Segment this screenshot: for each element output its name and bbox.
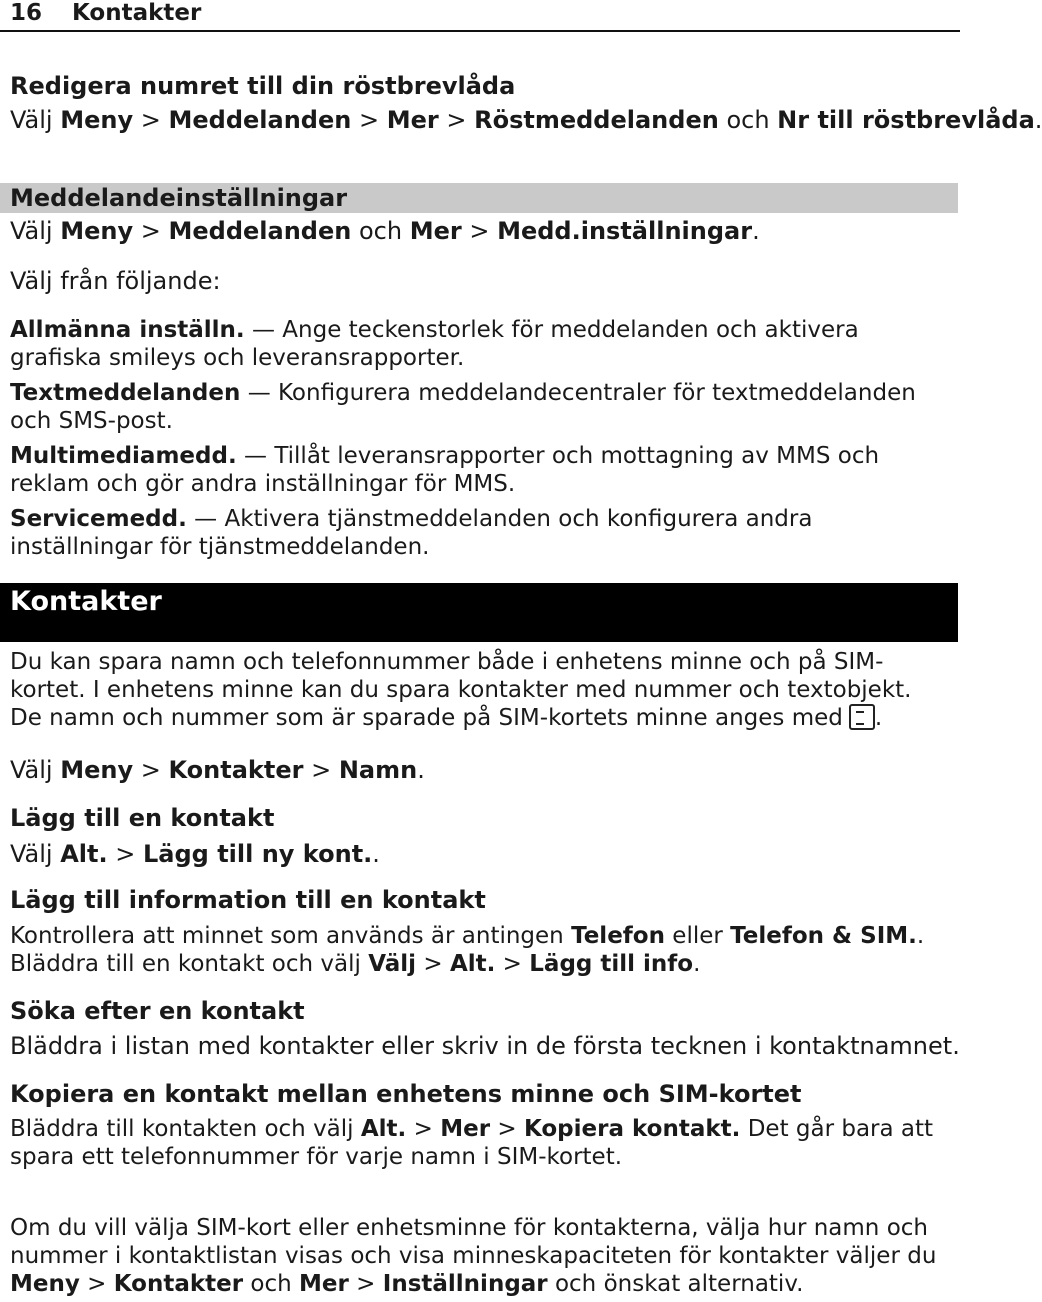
separator: >	[133, 217, 169, 245]
menu-term: Kopiera kontakt.	[523, 1116, 741, 1142]
dash: —	[247, 380, 271, 406]
option-desc: Konfigurera meddelandecentraler för textmeddelanden och SMS-post.	[10, 380, 916, 434]
section-title: Kopiera en kontakt mellan enhetens minne och SIM-kortet	[10, 1080, 802, 1108]
separator: >	[133, 106, 169, 134]
instruction-paragraph	[10, 106, 1042, 134]
text-run: .	[752, 217, 760, 245]
text-run: Om du vill välja SIM-kort eller enhetsminne för kontakterna, välja hur namn och nummer i kontaktlistan visas och visa minneskapaciteten för kontakter väljer du	[10, 1215, 937, 1269]
text-run: och önskat alternativ.	[547, 1271, 804, 1297]
page-header	[0, 0, 960, 32]
text-run: Välj	[10, 840, 61, 868]
separator: >	[461, 217, 498, 245]
page-number: 16	[10, 0, 43, 26]
text-run: Välj	[10, 217, 61, 245]
menu-term: Röstmeddelanden	[474, 106, 719, 134]
section-title: Lägg till information till en kontakt	[10, 886, 486, 914]
option-desc: Aktivera tjänstmeddelanden och konfigurera andra inställningar för tjänstmeddelanden.	[10, 506, 813, 560]
menu-term: Välj	[368, 951, 417, 977]
option-desc: Tillåt leveransrapporter och mottagning av MMS och reklam och gör andra inställningar för MMS.	[10, 443, 880, 497]
separator: >	[133, 756, 169, 784]
section-title: Lägg till en kontakt	[10, 804, 275, 832]
option-term: Multimediamedd.	[10, 443, 237, 469]
option-term: Servicemedd.	[10, 506, 187, 532]
menu-term: Meddelanden	[168, 217, 352, 245]
instruction-paragraph: Bläddra i listan med kontakter eller skriv in de första tecknen i kontaktnamnet.	[10, 1032, 960, 1060]
menu-term: Mer	[409, 217, 462, 245]
menu-term: Alt.	[360, 1116, 407, 1142]
option-item	[10, 316, 950, 372]
separator: >	[351, 106, 387, 134]
option-term: Allmänna inställn.	[10, 317, 245, 343]
section-title: Redigera numret till din röstbrevlåda	[10, 72, 516, 100]
menu-term: Meny	[10, 1271, 80, 1297]
separator: >	[416, 951, 450, 977]
menu-term: Mer	[386, 106, 439, 134]
footer-paragraph	[10, 1214, 950, 1298]
intro-text: Du kan spara namn och telefonnummer både i enhetens minne och på SIM-kortet. I enhetens minne kan du spara kontakter med nummer och textobjekt. De namn och nummer som är sparade på SIM-kortets minne anges med	[10, 649, 912, 731]
menu-term: Mer	[440, 1116, 491, 1142]
menu-term: Telefon & SIM.	[730, 923, 917, 949]
text-run: Välj	[10, 756, 61, 784]
separator: >	[348, 1271, 383, 1297]
text-run: .	[874, 705, 883, 731]
option-item	[10, 505, 950, 561]
option-item	[10, 442, 950, 498]
menu-term: Kontakter	[113, 1271, 244, 1297]
choose-label: Välj från följande:	[10, 267, 221, 295]
instruction-paragraph	[10, 217, 950, 245]
instruction-paragraph	[10, 1115, 950, 1171]
chapter-title: Kontakter	[72, 0, 202, 26]
menu-term: Alt.	[449, 951, 496, 977]
text-run: Välj	[10, 106, 61, 134]
menu-term: Meddelanden	[168, 106, 352, 134]
instruction-paragraph	[10, 756, 950, 784]
menu-term: Lägg till ny kont.	[143, 840, 373, 868]
text-run: Kontrollera att minnet som används är antingen	[10, 923, 572, 949]
text-run: .	[1034, 106, 1042, 134]
option-term: Textmeddelanden	[10, 380, 241, 406]
menu-term: Nr till röstbrevlåda	[777, 106, 1035, 134]
text-run: och	[351, 217, 410, 245]
section-title: Meddelandeinställningar	[10, 184, 348, 212]
text-run: .	[372, 840, 380, 868]
chapter-heading: Kontakter	[10, 586, 162, 617]
menu-term: Alt.	[60, 840, 108, 868]
menu-term: Telefon	[571, 923, 665, 949]
menu-term: Meny	[60, 756, 134, 784]
separator: >	[495, 951, 530, 977]
menu-term: Inställningar	[382, 1271, 548, 1297]
separator: >	[79, 1271, 114, 1297]
instruction-paragraph	[10, 840, 950, 868]
menu-term: Meny	[60, 217, 134, 245]
option-item	[10, 379, 950, 435]
menu-term: Mer	[299, 1271, 349, 1297]
chapter-heading-bar	[0, 583, 958, 642]
separator: >	[406, 1116, 441, 1142]
text-run: .	[417, 756, 425, 784]
option-desc: Ange teckenstorlek för meddelanden och aktivera grafiska smileys och leveransrapporter.	[10, 317, 859, 371]
instruction-paragraph	[10, 922, 950, 978]
dash: —	[251, 317, 275, 343]
menu-term: Meny	[60, 106, 134, 134]
dash: —	[194, 506, 218, 532]
text-run: och	[718, 106, 778, 134]
dash: —	[244, 443, 267, 469]
menu-term: Medd.inställningar	[497, 217, 753, 245]
menu-term: Lägg till info	[529, 951, 694, 977]
section-title: Söka efter en kontakt	[10, 997, 305, 1025]
menu-term: Kontakter	[168, 756, 304, 784]
separator: >	[438, 106, 475, 134]
menu-term: Namn	[338, 756, 418, 784]
text-run: Det går bara att spara ett telefonnummer för varje namn i SIM-kortet.	[10, 1116, 934, 1170]
sim-card-icon	[849, 704, 875, 730]
separator: >	[303, 756, 339, 784]
text-run: . Bläddra till en kontakt och välj	[10, 923, 925, 977]
intro-paragraph	[10, 648, 950, 732]
separator: >	[107, 840, 143, 868]
text-run: eller	[664, 923, 731, 949]
separator: >	[490, 1116, 524, 1142]
text-run: Bläddra till kontakten och välj	[10, 1116, 361, 1142]
text-run: .	[693, 951, 701, 977]
text-run: och	[243, 1271, 300, 1297]
